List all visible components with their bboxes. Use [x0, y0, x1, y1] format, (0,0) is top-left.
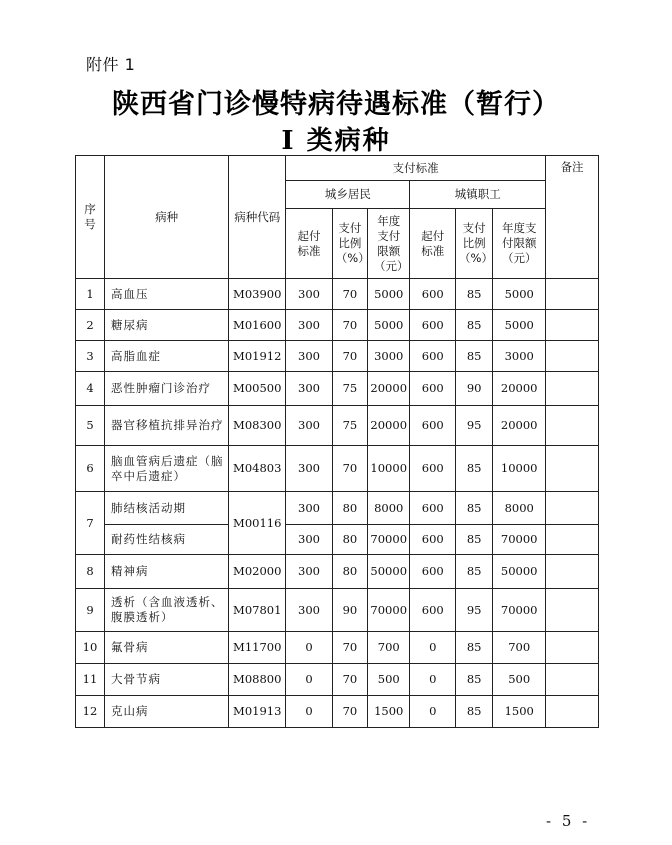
employees-ratio: 85	[456, 279, 493, 310]
employees-ratio: 85	[456, 632, 493, 664]
disease-code: M08800	[229, 664, 286, 696]
header-employees: 城镇职工	[410, 181, 546, 209]
employees-limit: 20000	[493, 406, 546, 446]
header-disease: 病种	[104, 156, 228, 279]
disease-name: 脑血管病后遗症（脑卒中后遗症）	[104, 446, 228, 492]
disease-name: 大骨节病	[104, 664, 228, 696]
employees-threshold: 600	[410, 341, 456, 372]
disease-code: M01913	[229, 696, 286, 728]
table-row	[76, 372, 599, 406]
employees-ratio: 85	[456, 341, 493, 372]
residents-limit: 20000	[368, 372, 410, 406]
row-number: 2	[76, 310, 105, 341]
residents-threshold: 300	[286, 555, 333, 589]
disease-name: 恶性肿瘤门诊治疗	[104, 372, 228, 406]
row-number: 12	[76, 696, 105, 728]
residents-limit: 5000	[368, 279, 410, 310]
employees-threshold: 600	[410, 279, 456, 310]
employees-threshold: 600	[410, 446, 456, 492]
disease-code: M11700	[229, 632, 286, 664]
remarks-cell	[546, 310, 599, 341]
attachment-label: 附件 1	[86, 55, 136, 74]
table-row	[76, 632, 599, 664]
employees-ratio: 95	[456, 589, 493, 632]
disease-code: M03900	[229, 279, 286, 310]
table-row	[76, 555, 599, 589]
disease-name: 耐药性结核病	[104, 525, 228, 555]
row-number: 4	[76, 372, 105, 406]
employees-limit: 70000	[493, 525, 546, 555]
table-row	[76, 589, 599, 632]
disease-code: M04803	[229, 446, 286, 492]
residents-ratio: 70	[332, 341, 367, 372]
residents-threshold: 300	[286, 446, 333, 492]
residents-threshold: 300	[286, 525, 333, 555]
remarks-cell	[546, 555, 599, 589]
table-row	[76, 406, 599, 446]
residents-limit: 500	[368, 664, 410, 696]
employees-ratio: 95	[456, 406, 493, 446]
employees-limit: 50000	[493, 555, 546, 589]
employees-limit: 3000	[493, 341, 546, 372]
table-body	[76, 279, 599, 728]
disease-name: 高血压	[104, 279, 228, 310]
residents-ratio: 75	[332, 372, 367, 406]
row-number: 1	[76, 279, 105, 310]
disease-name: 器官移植抗排异治疗	[104, 406, 228, 446]
residents-limit: 3000	[368, 341, 410, 372]
residents-threshold: 300	[286, 406, 333, 446]
header-ratio-residents: 支付比例（%）	[332, 209, 367, 279]
table-row	[76, 446, 599, 492]
residents-ratio: 70	[332, 279, 367, 310]
residents-ratio: 75	[332, 406, 367, 446]
residents-limit: 700	[368, 632, 410, 664]
employees-ratio: 85	[456, 664, 493, 696]
table-row	[76, 492, 599, 525]
employees-limit: 700	[493, 632, 546, 664]
header-urban-rural: 城乡居民	[286, 181, 410, 209]
employees-limit: 5000	[493, 310, 546, 341]
remarks-cell	[546, 696, 599, 728]
header-remarks: 备注	[546, 156, 599, 279]
document-subtitle: I 类病种	[281, 126, 391, 156]
row-number: 8	[76, 555, 105, 589]
residents-ratio: 70	[332, 696, 367, 728]
disease-name: 透析（含血液透析、腹膜透析）	[104, 589, 228, 632]
employees-threshold: 0	[410, 632, 456, 664]
employees-threshold: 600	[410, 555, 456, 589]
residents-limit: 70000	[368, 525, 410, 555]
residents-ratio: 70	[332, 446, 367, 492]
employees-limit: 70000	[493, 589, 546, 632]
remarks-cell	[546, 406, 599, 446]
employees-threshold: 600	[410, 310, 456, 341]
row-number: 3	[76, 341, 105, 372]
document-title: 陕西省门诊慢特病待遇标准（暂行）	[112, 89, 560, 120]
row-number: 6	[76, 446, 105, 492]
page-number: - 5 -	[546, 812, 591, 830]
residents-limit: 50000	[368, 555, 410, 589]
disease-code: M00500	[229, 372, 286, 406]
header-seq: 序号	[76, 156, 105, 279]
residents-limit: 20000	[368, 406, 410, 446]
residents-threshold: 300	[286, 310, 333, 341]
row-number: 5	[76, 406, 105, 446]
standards-table	[75, 155, 599, 728]
employees-limit: 20000	[493, 372, 546, 406]
employees-ratio: 85	[456, 492, 493, 525]
disease-code: M01912	[229, 341, 286, 372]
disease-name: 高脂血症	[104, 341, 228, 372]
remarks-cell	[546, 279, 599, 310]
remarks-cell	[546, 632, 599, 664]
header-limit-employees: 年度支付限额（元）	[493, 209, 546, 279]
remarks-cell	[546, 525, 599, 555]
remarks-cell	[546, 664, 599, 696]
residents-ratio: 80	[332, 555, 367, 589]
residents-ratio: 80	[332, 525, 367, 555]
residents-threshold: 300	[286, 589, 333, 632]
employees-ratio: 85	[456, 446, 493, 492]
employees-threshold: 600	[410, 525, 456, 555]
residents-limit: 8000	[368, 492, 410, 525]
employees-threshold: 0	[410, 664, 456, 696]
disease-code: M07801	[229, 589, 286, 632]
residents-threshold: 0	[286, 696, 333, 728]
table-row	[76, 341, 599, 372]
employees-limit: 5000	[493, 279, 546, 310]
residents-limit: 10000	[368, 446, 410, 492]
employees-ratio: 85	[456, 555, 493, 589]
residents-threshold: 300	[286, 492, 333, 525]
disease-name: 克山病	[104, 696, 228, 728]
residents-ratio: 90	[332, 589, 367, 632]
table-row	[76, 310, 599, 341]
row-number: 10	[76, 632, 105, 664]
residents-limit: 1500	[368, 696, 410, 728]
header-payment-standard: 支付标准	[286, 156, 546, 181]
employees-threshold: 600	[410, 406, 456, 446]
disease-code: M01600	[229, 310, 286, 341]
remarks-cell	[546, 492, 599, 525]
employees-ratio: 85	[456, 310, 493, 341]
employees-threshold: 600	[410, 372, 456, 406]
disease-name: 氟骨病	[104, 632, 228, 664]
header-threshold-residents: 起付标准	[286, 209, 333, 279]
employees-limit: 10000	[493, 446, 546, 492]
employees-threshold: 600	[410, 492, 456, 525]
remarks-cell	[546, 589, 599, 632]
table-header	[76, 156, 599, 279]
employees-ratio: 85	[456, 525, 493, 555]
employees-limit: 8000	[493, 492, 546, 525]
disease-name: 肺结核活动期	[104, 492, 228, 525]
disease-name: 糖尿病	[104, 310, 228, 341]
remarks-cell	[546, 446, 599, 492]
disease-code: M00116	[229, 492, 286, 555]
employees-limit: 500	[493, 664, 546, 696]
employees-threshold: 0	[410, 696, 456, 728]
residents-threshold: 0	[286, 664, 333, 696]
table-row	[76, 696, 599, 728]
employees-limit: 1500	[493, 696, 546, 728]
residents-ratio: 70	[332, 310, 367, 341]
employees-threshold: 600	[410, 589, 456, 632]
residents-ratio: 70	[332, 664, 367, 696]
employees-ratio: 90	[456, 372, 493, 406]
residents-limit: 5000	[368, 310, 410, 341]
header-ratio-employees: 支付比例（%）	[456, 209, 493, 279]
disease-name: 精神病	[104, 555, 228, 589]
table-row	[76, 279, 599, 310]
disease-code: M08300	[229, 406, 286, 446]
row-number: 7	[76, 492, 105, 555]
residents-threshold: 300	[286, 279, 333, 310]
employees-ratio: 85	[456, 696, 493, 728]
row-number: 9	[76, 589, 105, 632]
residents-threshold: 300	[286, 341, 333, 372]
row-number: 11	[76, 664, 105, 696]
residents-ratio: 80	[332, 492, 367, 525]
header-threshold-employees: 起付标准	[410, 209, 456, 279]
table-row	[76, 525, 599, 555]
remarks-cell	[546, 372, 599, 406]
header-code: 病种代码	[229, 156, 286, 279]
header-limit-residents: 年度支付限额（元）	[368, 209, 410, 279]
disease-code: M02000	[229, 555, 286, 589]
residents-ratio: 70	[332, 632, 367, 664]
residents-threshold: 0	[286, 632, 333, 664]
residents-threshold: 300	[286, 372, 333, 406]
residents-limit: 70000	[368, 589, 410, 632]
table-row	[76, 664, 599, 696]
remarks-cell	[546, 341, 599, 372]
